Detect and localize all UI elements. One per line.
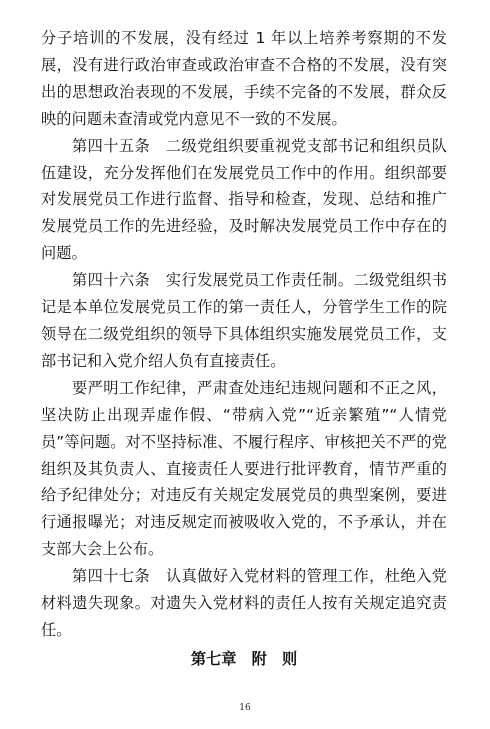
chapter-heading: 第七章 附 则	[190, 649, 298, 668]
paragraph-text: 二级党组织要重视党支部书记和组织员队伍建设，充分发挥他们在发展党员工作中的作用。组织部要对发展党员工作进行监督、指导和检查，发现、总结和推广发展党员工作的先进经验，及时解决发展党员工作中存在的问题。	[41, 136, 447, 263]
article-gap	[150, 137, 166, 155]
paragraph-text: 分子培训的不发展，没有经过 1 年以上培养考察期的不发展，没有进行政治审查或政治审查不合格的不发展，没有突出的思想政治表现的不发展，手续不完备的不发展，群众反映的问题未查清或党内意见不一致的不发展。	[41, 29, 447, 128]
paragraph-text: 实行发展党员工作责任制。二级党组织书记是本单位发展党员工作的第一责任人，分管学生工作的院领导在二级党组织的领导下具体组织实施发展党员工作，支部书记和入党介绍人负有直接责任。	[41, 271, 447, 370]
paragraph-text: 认真做好入党材料的管理工作，杜绝入党材料遗失现象。对遗失入党材料的责任人按有关规定追究责任。	[41, 567, 447, 639]
article-number: 第四十七条	[72, 567, 151, 586]
document-body	[41, 25, 447, 673]
article-gap	[150, 567, 166, 585]
paragraph-article-47	[41, 563, 447, 644]
article-gap	[150, 271, 166, 289]
paragraph-continuation	[41, 25, 447, 133]
paragraph-discipline	[41, 375, 447, 563]
page-number: 16	[239, 703, 251, 713]
paragraph-text: 要严明工作纪律，严肃查处违纪违规问题和不正之风，坚决防止出现弄虚作假、“带病入党”“近亲繁殖”“人情党员”等问题。对不坚持标准、不履行程序、审核把关不严的党组织及其负责人、直接责任人要进行批评教育，情节严重的给予纪律处分；对违反有关规定发展党员的典型案例，要进行通报曝光；对违反规定而被吸收入党的，不予承认，并在支部大会上公布。	[41, 378, 447, 559]
article-number: 第四十六条	[72, 271, 151, 290]
paragraph-article-46	[41, 267, 447, 375]
paragraph-article-45	[41, 133, 447, 268]
article-number: 第四十五条	[72, 136, 151, 155]
